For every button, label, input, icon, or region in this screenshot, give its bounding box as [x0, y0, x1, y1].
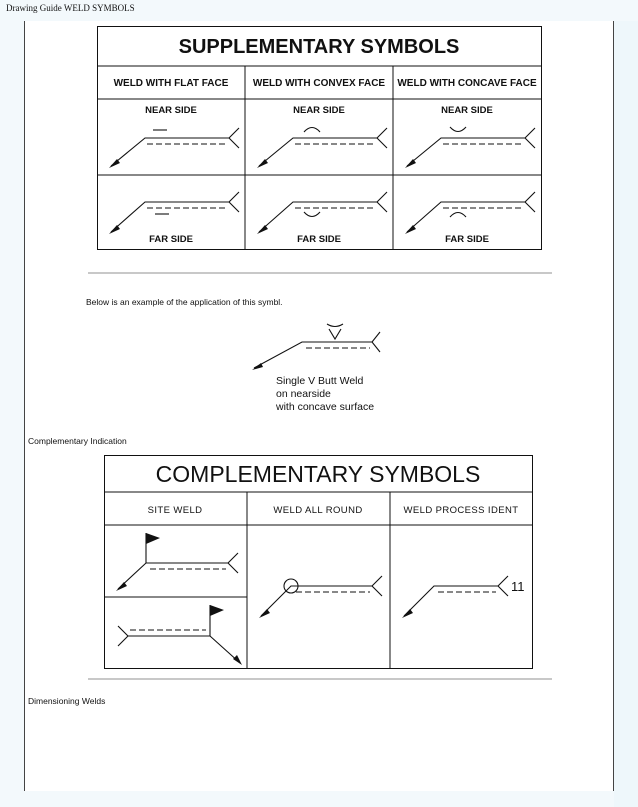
- caption-line: Single V Butt Weld: [276, 375, 364, 387]
- weld-all-round-symbol: [259, 576, 382, 618]
- process-number: 11: [511, 579, 525, 594]
- column-header-flat-face: WELD WITH FLAT FACE: [113, 78, 229, 89]
- page-margin: [614, 21, 638, 807]
- caption-line: with concave surface: [276, 401, 375, 413]
- complementary-symbols-table: [104, 455, 533, 669]
- complementary-title: COMPLEMENTARY SYMBOLS: [155, 461, 481, 487]
- section-divider: [88, 272, 552, 274]
- near-side-label: NEAR SIDE: [145, 105, 197, 116]
- flat-face-far-side-symbol: [109, 192, 239, 234]
- concave-face-far-side-symbol: [405, 192, 535, 234]
- dimensioning-welds-label: Dimensioning Welds: [28, 696, 106, 706]
- example-caption: [276, 375, 374, 414]
- document-header: Drawing Guide WELD SYMBOLS: [6, 3, 135, 13]
- site-weld-symbol-lower: [118, 605, 242, 665]
- column-header-concave-face: WELD WITH CONCAVE FACE: [397, 78, 537, 89]
- far-side-label: FAR SIDE: [445, 234, 489, 245]
- column-header-weld-process-ident: WELD PROCESS IDENT: [403, 505, 519, 516]
- concave-face-near-side-symbol: [405, 127, 535, 168]
- convex-face-near-side-symbol: [257, 128, 387, 169]
- section-divider: [88, 678, 552, 680]
- supplementary-title: SUPPLEMENTARY SYMBOLS: [178, 36, 460, 58]
- site-weld-symbol-upper: [116, 533, 238, 591]
- weld-process-ident-symbol: [402, 576, 525, 618]
- column-header-convex-face: WELD WITH CONVEX FACE: [252, 78, 386, 89]
- example-weld-symbol: [250, 322, 380, 372]
- near-side-label: NEAR SIDE: [293, 105, 345, 116]
- flat-face-near-side-symbol: [109, 128, 239, 168]
- column-header-weld-all-round: WELD ALL ROUND: [273, 505, 363, 516]
- column-header-site-weld: SITE WELD: [147, 505, 203, 516]
- far-side-label: FAR SIDE: [149, 234, 193, 245]
- supplementary-symbols-table: [97, 26, 542, 250]
- convex-face-far-side-symbol: [257, 192, 387, 234]
- far-side-label: FAR SIDE: [297, 234, 341, 245]
- complementary-indication-label: Complementary Indication: [28, 436, 127, 446]
- example-intro-text: Below is an example of the application of this symbl.: [86, 297, 283, 307]
- caption-line: on nearside: [276, 388, 331, 400]
- near-side-label: NEAR SIDE: [441, 105, 493, 116]
